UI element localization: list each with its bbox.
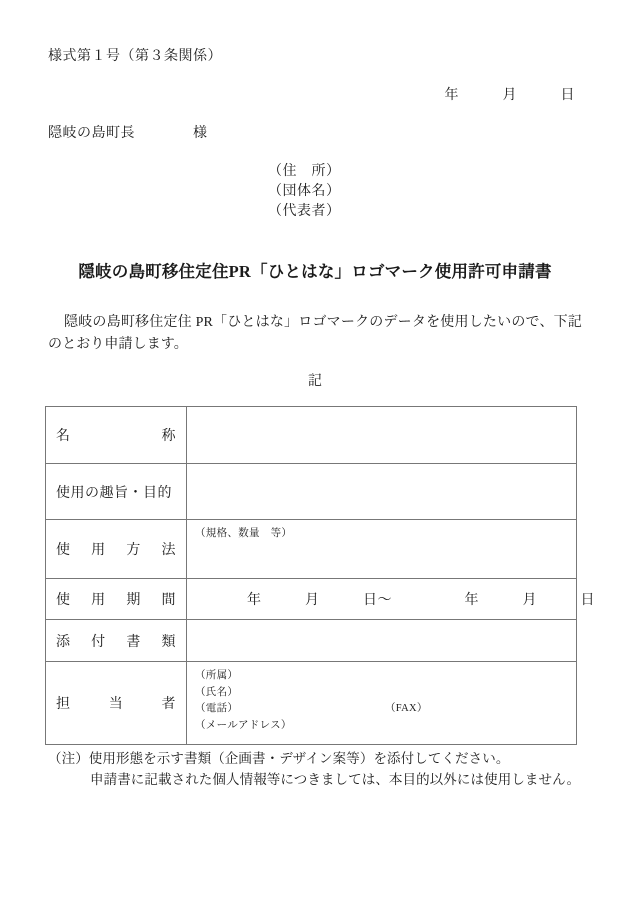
table-row <box>46 579 577 620</box>
applicant-block <box>268 162 341 222</box>
applicant-address-field: （住 所） <box>268 164 341 179</box>
row-label-purpose: 使用の趣旨・目的 <box>46 464 187 520</box>
page-title: 隠岐の島町移住定住PR「ひとはな」ロゴマーク使用許可申請書 <box>78 262 552 281</box>
body-paragraph: 隠岐の島町移住定住 PR「ひとはな」ロゴマークのデータを使用したいので、下記のとおり申請します。 <box>48 315 582 352</box>
row-label-method: 使用方法 <box>46 520 187 579</box>
date-line: 年 月 日 <box>444 88 575 103</box>
method-note: （規格、数量 等） <box>195 528 293 539</box>
contact-email-field: （メールアドレス） <box>195 719 292 731</box>
row-label-name: 名称 <box>46 407 187 464</box>
row-label-contact-person: 担当者 <box>46 662 187 745</box>
contact-affiliation-field: （所属） <box>195 670 239 681</box>
row-label-period: 使用期間 <box>46 579 187 620</box>
table-row <box>46 620 577 662</box>
row-label-attachments: 添付書類 <box>46 620 187 662</box>
footer-note-1: （注）使用形態を示す書類（企画書・デザイン案等）を添付してください。 <box>48 751 510 766</box>
contact-fields-list <box>195 662 568 734</box>
form-number: 様式第１号（第３条関係） <box>48 49 222 64</box>
ki-marker: 記 <box>308 374 322 389</box>
row-value-period[interactable] <box>187 579 595 620</box>
application-details-table <box>45 406 595 745</box>
footer-notes <box>48 748 580 790</box>
applicant-representative-field: （代表者） <box>268 204 341 219</box>
footer-note-2: 申請書に記載された個人情報等につきましては、本目的以外には使用しません。 <box>90 772 581 787</box>
contact-fax-field: （FAX） <box>385 703 428 714</box>
applicant-organization-field: （団体名） <box>268 184 341 199</box>
contact-name-field: （氏名） <box>195 686 239 698</box>
table-row <box>46 662 577 745</box>
row-value-contact-person[interactable] <box>187 662 577 745</box>
table-row <box>46 464 577 520</box>
contact-phone-field: （電話） <box>195 703 239 714</box>
row-value-purpose[interactable] <box>187 464 577 520</box>
row-value-attachments[interactable] <box>187 620 577 662</box>
addressee-line: 隠岐の島町長 様 <box>48 126 208 141</box>
table-row <box>46 407 577 464</box>
row-value-method[interactable] <box>187 520 577 579</box>
table-row <box>46 520 577 579</box>
period-placeholder-text: 年 月 日〜 年 月 日 <box>247 593 595 608</box>
contact-phone-fax-row <box>195 701 568 718</box>
row-value-name[interactable] <box>187 407 577 464</box>
